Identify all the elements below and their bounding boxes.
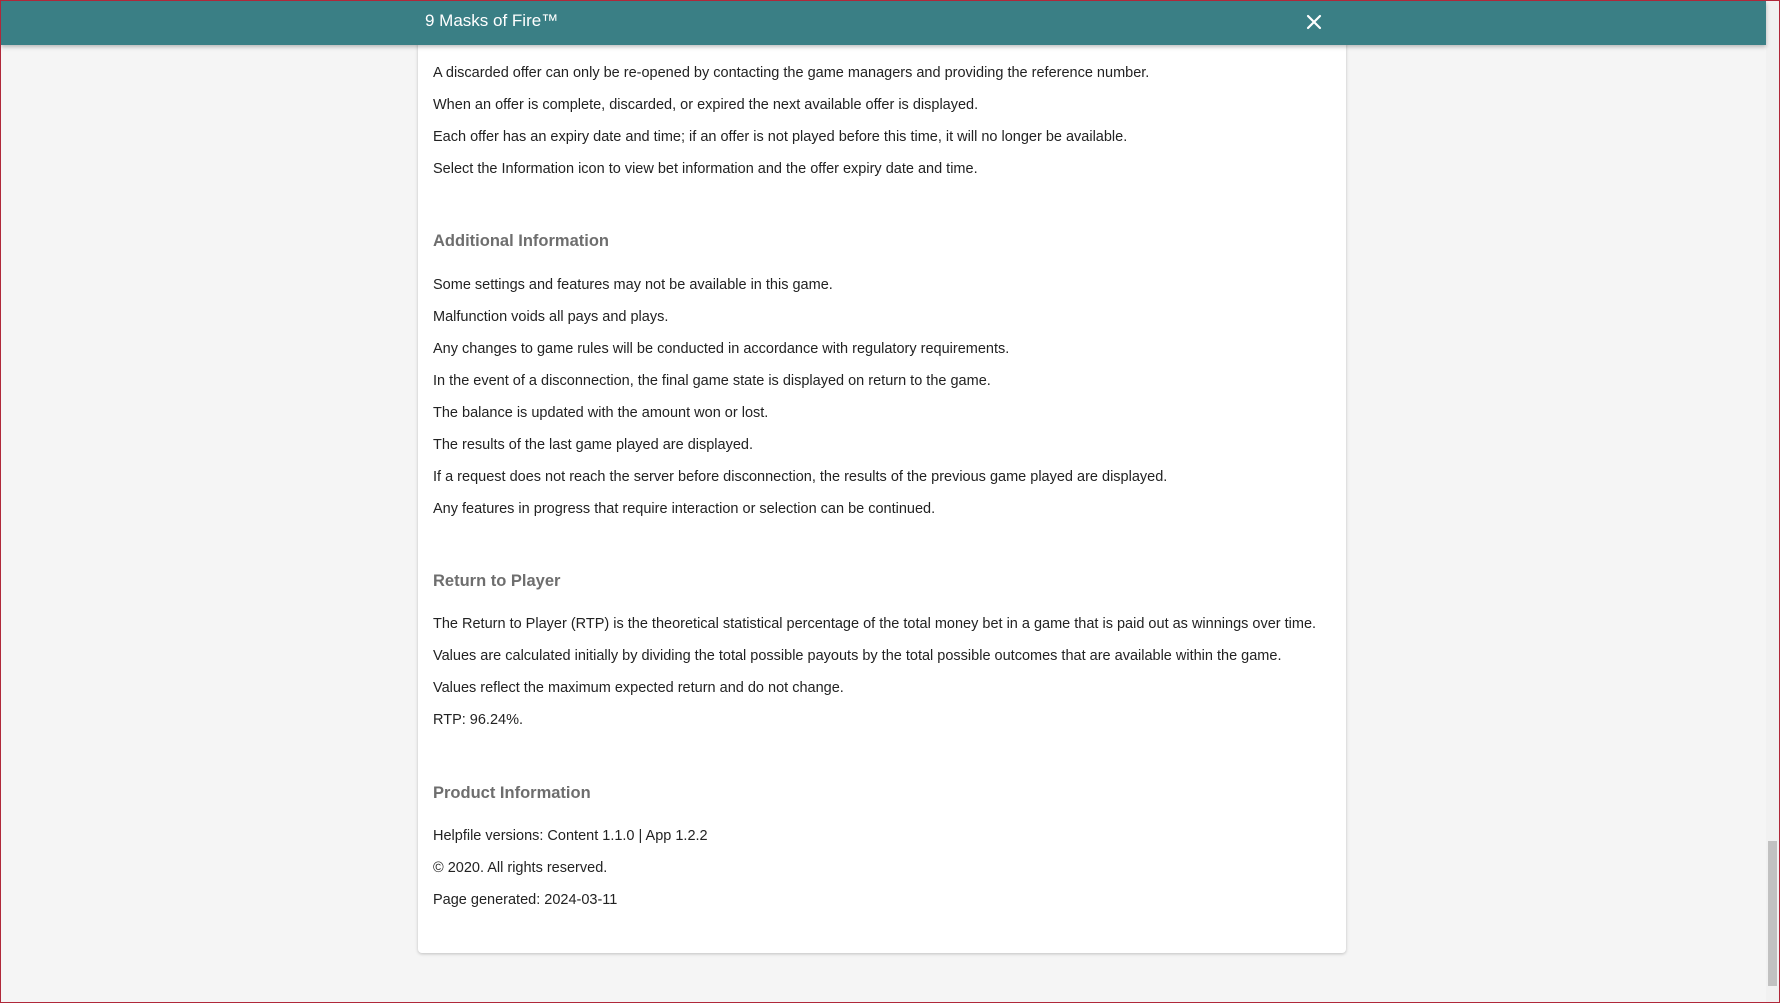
additional-information-line: The balance is updated with the amount won or lost.	[433, 405, 769, 421]
copyright-text: © 2020. All rights reserved.	[433, 860, 608, 876]
offer-line: A discarded offer can only be re-opened by contacting the game managers and providing the reference number.	[433, 65, 1150, 81]
additional-information-line: Malfunction voids all pays and plays.	[433, 309, 669, 325]
close-icon	[1303, 11, 1325, 33]
additional-information-line: If a request does not reach the server before disconnection, the results of the previous game played are displayed.	[433, 469, 1168, 485]
additional-information-line: Some settings and features may not be available in this game.	[433, 277, 833, 293]
scrollbar-thumb[interactable]	[1768, 841, 1777, 986]
help-content-card	[418, 1, 1346, 953]
additional-information-line: In the event of a disconnection, the final game state is displayed on return to the game.	[433, 373, 991, 389]
header-bar	[1, 1, 1766, 45]
additional-information-line: Any features in progress that require interaction or selection can be continued.	[433, 501, 936, 517]
vertical-scrollbar[interactable]	[1766, 1, 1779, 1002]
additional-information-line: Any changes to game rules will be conducted in accordance with regulatory requirements.	[433, 341, 1010, 357]
close-button[interactable]	[1303, 11, 1325, 33]
return-to-player-line: The Return to Player (RTP) is the theoretical statistical percentage of the total money bet in a game that is paid out as winnings over time.	[433, 616, 1317, 632]
page-generated-date: Page generated: 2024-03-11	[433, 892, 618, 908]
offer-line: Each offer has an expiry date and time; if an offer is not played before this time, it will no longer be available.	[433, 129, 1128, 145]
offer-line: When an offer is complete, discarded, or expired the next available offer is displayed.	[433, 97, 979, 113]
additional-information-heading: Additional Information	[433, 232, 609, 250]
helpfile-versions: Helpfile versions: Content 1.1.0 | App 1.2.2	[433, 828, 708, 844]
return-to-player-line: Values reflect the maximum expected return and do not change.	[433, 680, 844, 696]
return-to-player-heading: Return to Player	[433, 572, 561, 590]
offer-line: Select the Information icon to view bet information and the offer expiry date and time.	[433, 161, 978, 177]
window-title: 9 Masks of Fire™	[425, 11, 559, 30]
additional-information-line: The results of the last game played are displayed.	[433, 437, 753, 453]
return-to-player-line: Values are calculated initially by dividing the total possible payouts by the total possible outcomes that are available within the game.	[433, 648, 1282, 664]
product-information-heading: Product Information	[433, 784, 591, 802]
rtp-value: RTP: 96.24%.	[433, 712, 524, 728]
